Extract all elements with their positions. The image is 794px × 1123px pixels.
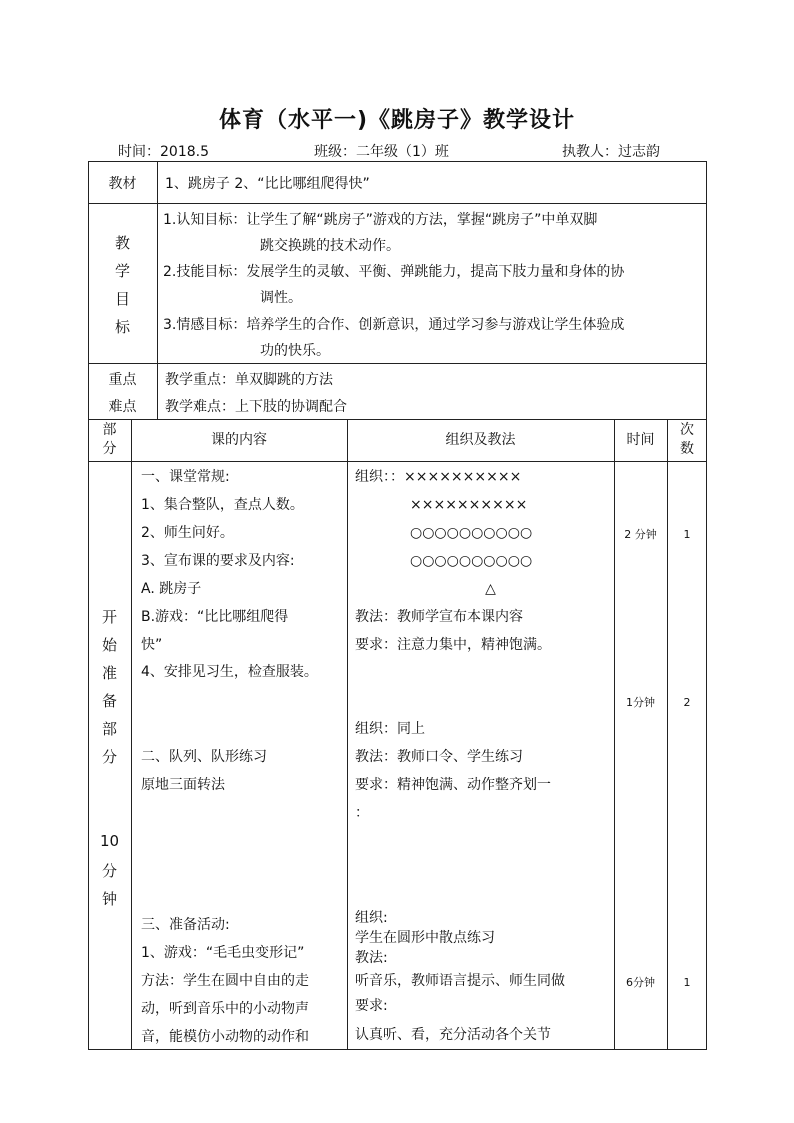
- content-line: 3、宣布课的要求及内容:: [141, 553, 295, 569]
- org-line: 要求:: [355, 998, 388, 1014]
- content-line: B.游戏：“比比哪组爬得: [141, 609, 289, 625]
- section-char: 始: [101, 636, 117, 654]
- org-line: 学生在圆形中散点练习: [355, 930, 495, 946]
- key-point-text: 教学重点：单双脚跳的方法: [165, 372, 333, 388]
- difficulty-text: 教学难点：上下肢的协调配合: [165, 399, 347, 415]
- time-cell: 6分钟: [626, 976, 655, 989]
- org-line: ：: [355, 805, 369, 821]
- content-line: 三、准备活动:: [141, 917, 230, 933]
- header-content: 课的内容: [211, 432, 267, 448]
- count-cell: 1: [683, 976, 691, 989]
- content-line: 动，听到音乐中的小动物声: [141, 1001, 309, 1017]
- formation-row: ○○○○○○○○○○: [410, 525, 533, 541]
- content-line: 4、安排见习生，检查服装。: [141, 664, 318, 680]
- objectives-label-char: 教: [114, 234, 130, 252]
- formation-row: ○○○○○○○○○○: [410, 553, 533, 569]
- meta-class: 班级：二年级（1）班: [314, 144, 449, 160]
- header-part: 部: [102, 422, 117, 438]
- section-char: 备: [101, 692, 117, 710]
- teacher-marker: △: [485, 581, 496, 597]
- objective-line: 跳交换跳的技术动作。: [260, 238, 400, 254]
- difficulty-label: 难点: [108, 399, 137, 415]
- org-line: 教法：教师口令、学生练习: [355, 749, 523, 765]
- content-line: 一、课堂常规:: [141, 469, 230, 485]
- header-organization: 组织及教法: [445, 432, 516, 448]
- content-line: 音，能模仿小动物的动作和: [141, 1029, 309, 1045]
- content-line: A. 跳房子: [141, 581, 202, 597]
- section-char: 开: [101, 608, 117, 626]
- section-char: 部: [101, 720, 117, 738]
- formation-row: ××××××××××: [410, 497, 528, 513]
- section-duration: 10: [99, 832, 120, 850]
- header-part: 分: [102, 441, 117, 457]
- objective-line: 1.认知目标：让学生了解“跳房子”游戏的方法，掌握“跳房子”中单双脚: [163, 212, 598, 228]
- objectives-label-char: 标: [114, 318, 130, 336]
- org-line: 要求：精神饱满、动作整齐划一: [355, 777, 551, 793]
- org-line: 教法：教师学宣布本课内容: [355, 609, 523, 625]
- content-line: 原地三面转法: [141, 777, 225, 793]
- col-divider: [157, 161, 158, 419]
- col-divider: [347, 419, 348, 1050]
- time-cell: 2 分钟: [624, 528, 657, 541]
- org-line: 组织：同上: [355, 721, 425, 737]
- material-label: 教材: [108, 176, 137, 192]
- count-cell: 1: [683, 528, 691, 541]
- org-line: 组织：：××××××××××: [355, 469, 522, 485]
- org-line: 听音乐，教师语言提示、师生同做: [355, 973, 565, 989]
- org-line: 教法:: [355, 950, 388, 966]
- col-divider: [131, 419, 132, 1050]
- objective-line: 调性。: [260, 290, 302, 306]
- section-char: 分: [101, 748, 117, 766]
- row-divider: [88, 363, 707, 364]
- section-duration-char: 钟: [101, 890, 117, 908]
- objective-line: 3.情感目标：培养学生的合作、创新意识，通过学习参与游戏让学生体验成: [163, 317, 625, 333]
- objectives-label-char: 目: [114, 290, 130, 308]
- content-line: 1、游戏：“毛毛虫变形记”: [141, 945, 305, 961]
- time-cell: 1分钟: [626, 696, 655, 709]
- meta-time: 时间：2018.5: [118, 144, 209, 160]
- header-count: 数: [680, 441, 694, 457]
- content-line: 2、师生问好。: [141, 525, 234, 541]
- section-duration-char: 分: [101, 862, 117, 880]
- objective-line: 功的快乐。: [260, 343, 330, 359]
- meta-row: [0, 141, 794, 161]
- objectives-label-char: 学: [114, 262, 130, 280]
- header-count: 次: [680, 422, 694, 438]
- content-line: 快”: [141, 637, 163, 653]
- content-line: 方法：学生在圆中自由的走: [141, 973, 309, 989]
- section-char: 准: [101, 664, 117, 682]
- col-divider: [614, 419, 615, 1050]
- header-time: 时间: [626, 432, 655, 448]
- objective-line: 2.技能目标：发展学生的灵敏、平衡、弹跳能力，提高下肢力量和身体的协: [163, 264, 625, 280]
- org-line: 要求：注意力集中，精神饱满。: [355, 637, 551, 653]
- meta-teacher: 执教人：过志韵: [562, 144, 660, 160]
- material-content: 1、跳房子 2、“比比哪组爬得快”: [165, 176, 370, 192]
- content-line: 1、集合整队，查点人数。: [141, 497, 304, 513]
- page-title: 体育（水平一)《跳房子》教学设计: [218, 108, 576, 133]
- count-cell: 2: [683, 696, 691, 709]
- org-line: 认真听、看，充分活动各个关节: [355, 1027, 551, 1043]
- key-point-label: 重点: [108, 372, 137, 388]
- col-divider: [667, 419, 668, 1050]
- row-divider: [88, 203, 707, 204]
- org-line: 组织:: [355, 910, 388, 926]
- content-line: 二、队列、队形练习: [141, 749, 267, 765]
